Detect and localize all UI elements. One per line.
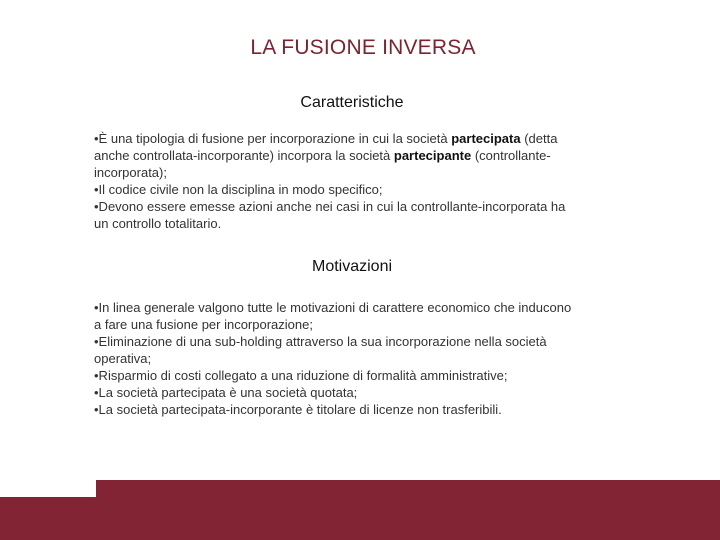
text-line-plain: •Devono essere emesse azioni anche nei casi in cui la controllante-incorporata ha bbox=[94, 199, 566, 214]
text-line-plain: •La società partecipata è una società quotata; bbox=[94, 385, 358, 400]
text-line bbox=[94, 367, 624, 384]
text-line-bold: partecipante bbox=[393, 148, 472, 163]
text-line-plain: anche controllata-incorporante) incorpora la società bbox=[94, 148, 394, 163]
text-line-plain: (controllante- bbox=[471, 148, 551, 163]
text-line bbox=[94, 147, 624, 164]
text-line bbox=[94, 384, 624, 401]
section-heading-motivazioni: Motivazioni bbox=[311, 258, 393, 275]
text-line-plain: •Eliminazione di una sub-holding attraverso la sua incorporazione nella società bbox=[94, 334, 547, 349]
text-line bbox=[94, 316, 624, 333]
text-line bbox=[94, 299, 624, 316]
motivazioni-text bbox=[94, 299, 624, 418]
text-line bbox=[94, 130, 624, 147]
footer-band-right bbox=[96, 480, 720, 540]
text-line bbox=[94, 198, 624, 215]
text-line-plain: operativa; bbox=[94, 351, 152, 366]
text-line bbox=[94, 333, 624, 350]
text-line bbox=[94, 401, 624, 418]
text-line-plain: •È una tipologia di fusione per incorporazione in cui la società bbox=[94, 131, 452, 146]
text-line bbox=[94, 164, 624, 181]
text-line-plain: un controllo totalitario. bbox=[94, 216, 222, 231]
text-line bbox=[94, 350, 624, 367]
text-line-plain: •Il codice civile non la disciplina in modo specifico; bbox=[94, 182, 383, 197]
text-line bbox=[94, 181, 624, 198]
text-line-plain: a fare una fusione per incorporazione; bbox=[94, 317, 313, 332]
slide-title: LA FUSIONE INVERSA bbox=[250, 36, 476, 59]
footer-band-left bbox=[0, 497, 96, 540]
text-line-plain: •In linea generale valgono tutte le motivazioni di carattere economico che inducono bbox=[94, 300, 572, 315]
caratteristiche-text bbox=[94, 130, 624, 232]
text-line-plain: •La società partecipata-incorporante è titolare di licenze non trasferibili. bbox=[94, 402, 502, 417]
text-line bbox=[94, 215, 624, 232]
text-line-plain: (detta bbox=[520, 131, 558, 146]
text-line-bold: partecipata bbox=[451, 131, 521, 146]
section-heading-caratteristiche: Caratteristiche bbox=[300, 94, 404, 111]
text-line-plain: incorporata); bbox=[94, 165, 167, 180]
text-line-plain: •Risparmio di costi collegato a una riduzione di formalità amministrative; bbox=[94, 368, 508, 383]
